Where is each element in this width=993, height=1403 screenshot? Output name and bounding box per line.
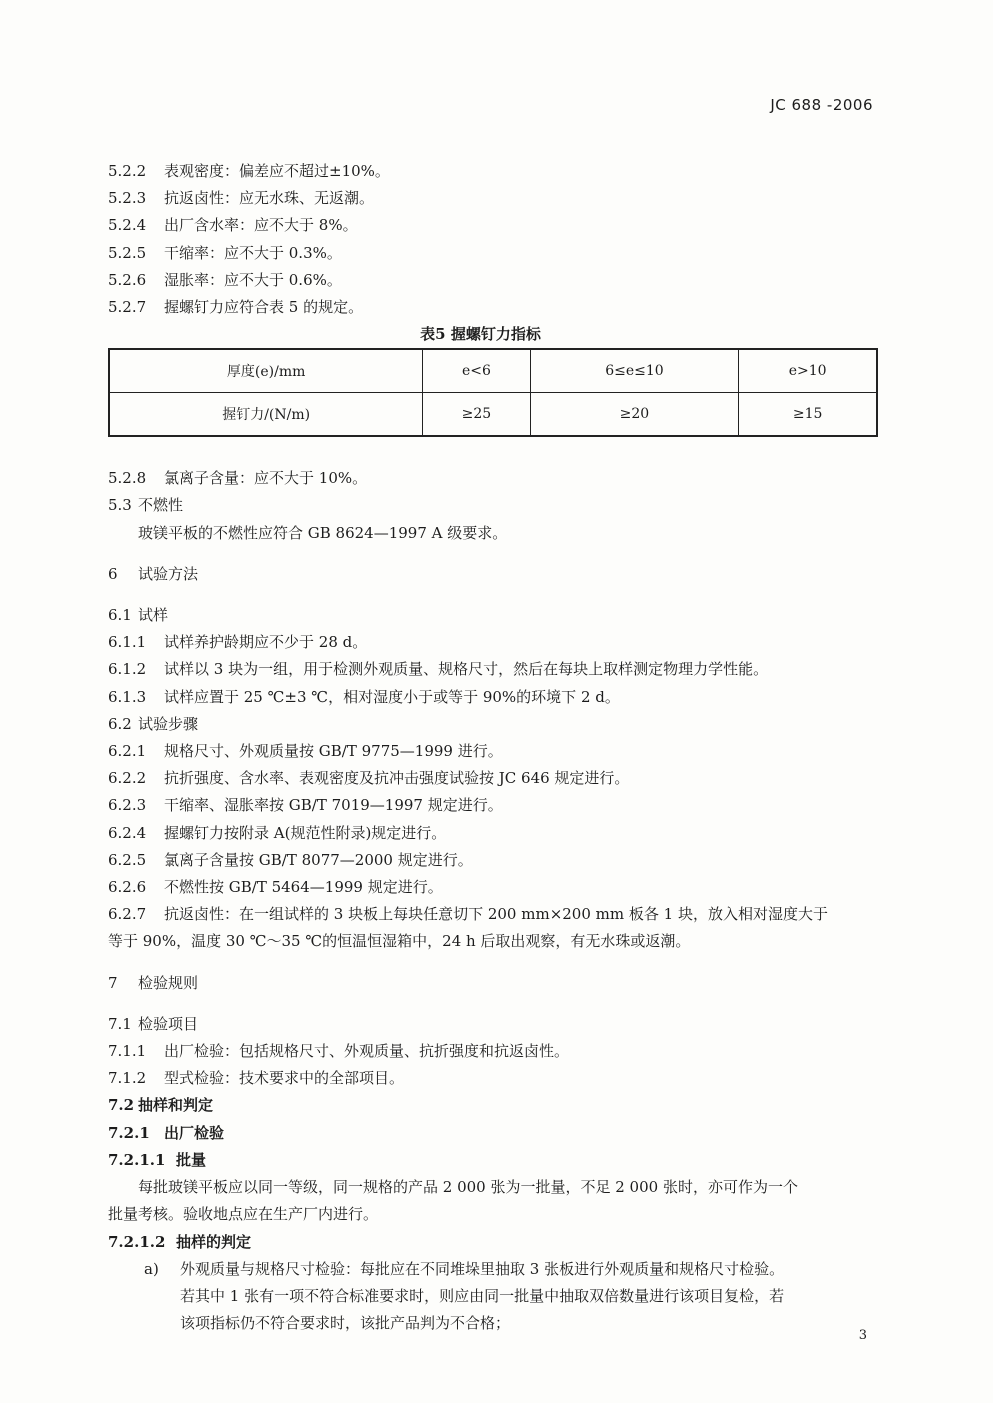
clause-6-2-1: 6.2.1 规格尺寸、外观质量按 GB/T 9775—1999 进行。 <box>108 742 503 761</box>
screw-holding-table <box>108 348 878 437</box>
section-6-1: 6.1 试样 <box>108 606 169 625</box>
section-7-2-1-1: 7.2.1.1 批量 <box>108 1150 207 1169</box>
table-header-cell: 厚度(e)/mm <box>109 349 423 393</box>
clause-6-2-7-cont: 等于 90%，温度 30 ℃～35 ℃的恒温恒湿箱中，24 h 后取出观察，有无水珠或返潮。 <box>108 932 691 951</box>
list-item-a-cont2: 该项指标仍不符合要求时，该批产品判为不合格； <box>180 1314 511 1333</box>
clause-5-2-2: 5.2.2 表观密度：偏差应不超过±10%。 <box>108 162 390 180</box>
table-cell: ≥20 <box>530 393 739 437</box>
table-cell: 6≤e≤10 <box>530 349 739 393</box>
section-7-1: 7.1 检验项目 <box>108 1014 199 1033</box>
chapter-7-title: 7 检验规则 <box>108 973 199 992</box>
table-header-cell: 握钉力/(N/m) <box>109 393 423 437</box>
section-5-3: 5.3 不燃性 <box>108 496 184 515</box>
section-7-2-1-2: 7.2.1.2 抽样的判定 <box>108 1232 252 1251</box>
clause-6-1-3: 6.1.3 试样应置于 25 ℃±3 ℃，相对湿度小于或等于 90%的环境下 2 d。 <box>108 687 620 706</box>
clause-6-2-3: 6.2.3 干缩率、湿胀率按 GB/T 7019—1997 规定进行。 <box>108 796 503 815</box>
section-6-2: 6.2 试验步骤 <box>108 714 199 733</box>
table-cell: ≥25 <box>423 393 530 437</box>
table-row <box>109 393 877 437</box>
clause-5-2-3: 5.2.3 抗返卤性：应无水珠、无返潮。 <box>108 189 375 208</box>
clause-5-2-7: 5.2.7 握螺钉力应符合表 5 的规定。 <box>108 298 364 317</box>
clause-6-2-6: 6.2.6 不燃性按 GB/T 5464—1999 规定进行。 <box>108 878 443 897</box>
clause-7-1-1: 7.1.1 出厂检验：包括规格尺寸、外观质量、抗折强度和抗返卤性。 <box>108 1042 570 1061</box>
clause-7-1-2: 7.1.2 型式检验：技术要求中的全部项目。 <box>108 1069 405 1088</box>
content-body <box>108 158 883 1337</box>
table-row <box>109 349 877 393</box>
standard-code: JC 688 -2006 <box>770 96 873 114</box>
table-cell: e<6 <box>423 349 530 393</box>
list-item-a: a) 外观质量与规格尺寸检验：每批应在不同堆垛里抽取 3 张板进行外观质量和规格尺寸检验。 <box>108 1256 883 1283</box>
clause-6-2-5: 6.2.5 氯离子含量按 GB/T 8077—2000 规定进行。 <box>108 850 473 869</box>
clause-5-2-8: 5.2.8 氯离子含量：应不大于 10%。 <box>108 469 368 488</box>
list-item-a-cont1: 若其中 1 张有一项不符合标准要求时，则应由同一批量中抽取双倍数量进行该项目复检，若 <box>180 1286 785 1305</box>
section-7-2: 7.2 抽样和判定 <box>108 1096 214 1115</box>
table-cell: ≥15 <box>739 393 877 437</box>
clause-5-3-text: 玻镁平板的不燃性应符合 GB 8624—1997 A 级要求。 <box>138 523 508 542</box>
clause-5-2-5: 5.2.5 干缩率：应不大于 0.3%。 <box>108 243 342 262</box>
clause-6-2-7: 6.2.7 抗返卤性：在一组试样的 3 块板上每块任意切下 200 mm×200 mm 板各 1 块，放入相对湿度大于 <box>108 905 828 924</box>
chapter-6-title: 6 试验方法 <box>108 564 199 583</box>
clause-5-2-4: 5.2.4 出厂含水率：应不大于 8%。 <box>108 216 358 235</box>
clause-6-1-1: 6.1.1 试样养护龄期应不少于 28 d。 <box>108 633 368 652</box>
clause-6-1-2: 6.1.2 试样以 3 块为一组，用于检测外观质量、规格尺寸，然后在每块上取样测定物理力学性能。 <box>108 660 769 679</box>
clause-7-2-1-1-text: 每批玻镁平板应以同一等级，同一规格的产品 2 000 张为一批量，不足 2 000 张时，亦可作为一个 <box>138 1178 798 1197</box>
clause-6-2-2: 6.2.2 抗折强度、含水率、表观密度及抗冲击强度试验按 JC 646 规定进行。 <box>108 769 630 788</box>
clause-5-2-6: 5.2.6 湿胀率：应不大于 0.6%。 <box>108 270 342 289</box>
clause-7-2-1-1-cont: 批量考核。验收地点应在生产厂内进行。 <box>108 1205 379 1224</box>
list-marker: a) <box>144 1259 159 1278</box>
table-caption: 表5 握螺钉力指标 <box>420 325 541 344</box>
table-cell: e>10 <box>739 349 877 393</box>
clause-6-2-4: 6.2.4 握螺钉力按附录 A(规范性附录)规定进行。 <box>108 823 447 842</box>
section-7-2-1: 7.2.1 出厂检验 <box>108 1123 225 1142</box>
page-number: 3 <box>858 1328 867 1343</box>
